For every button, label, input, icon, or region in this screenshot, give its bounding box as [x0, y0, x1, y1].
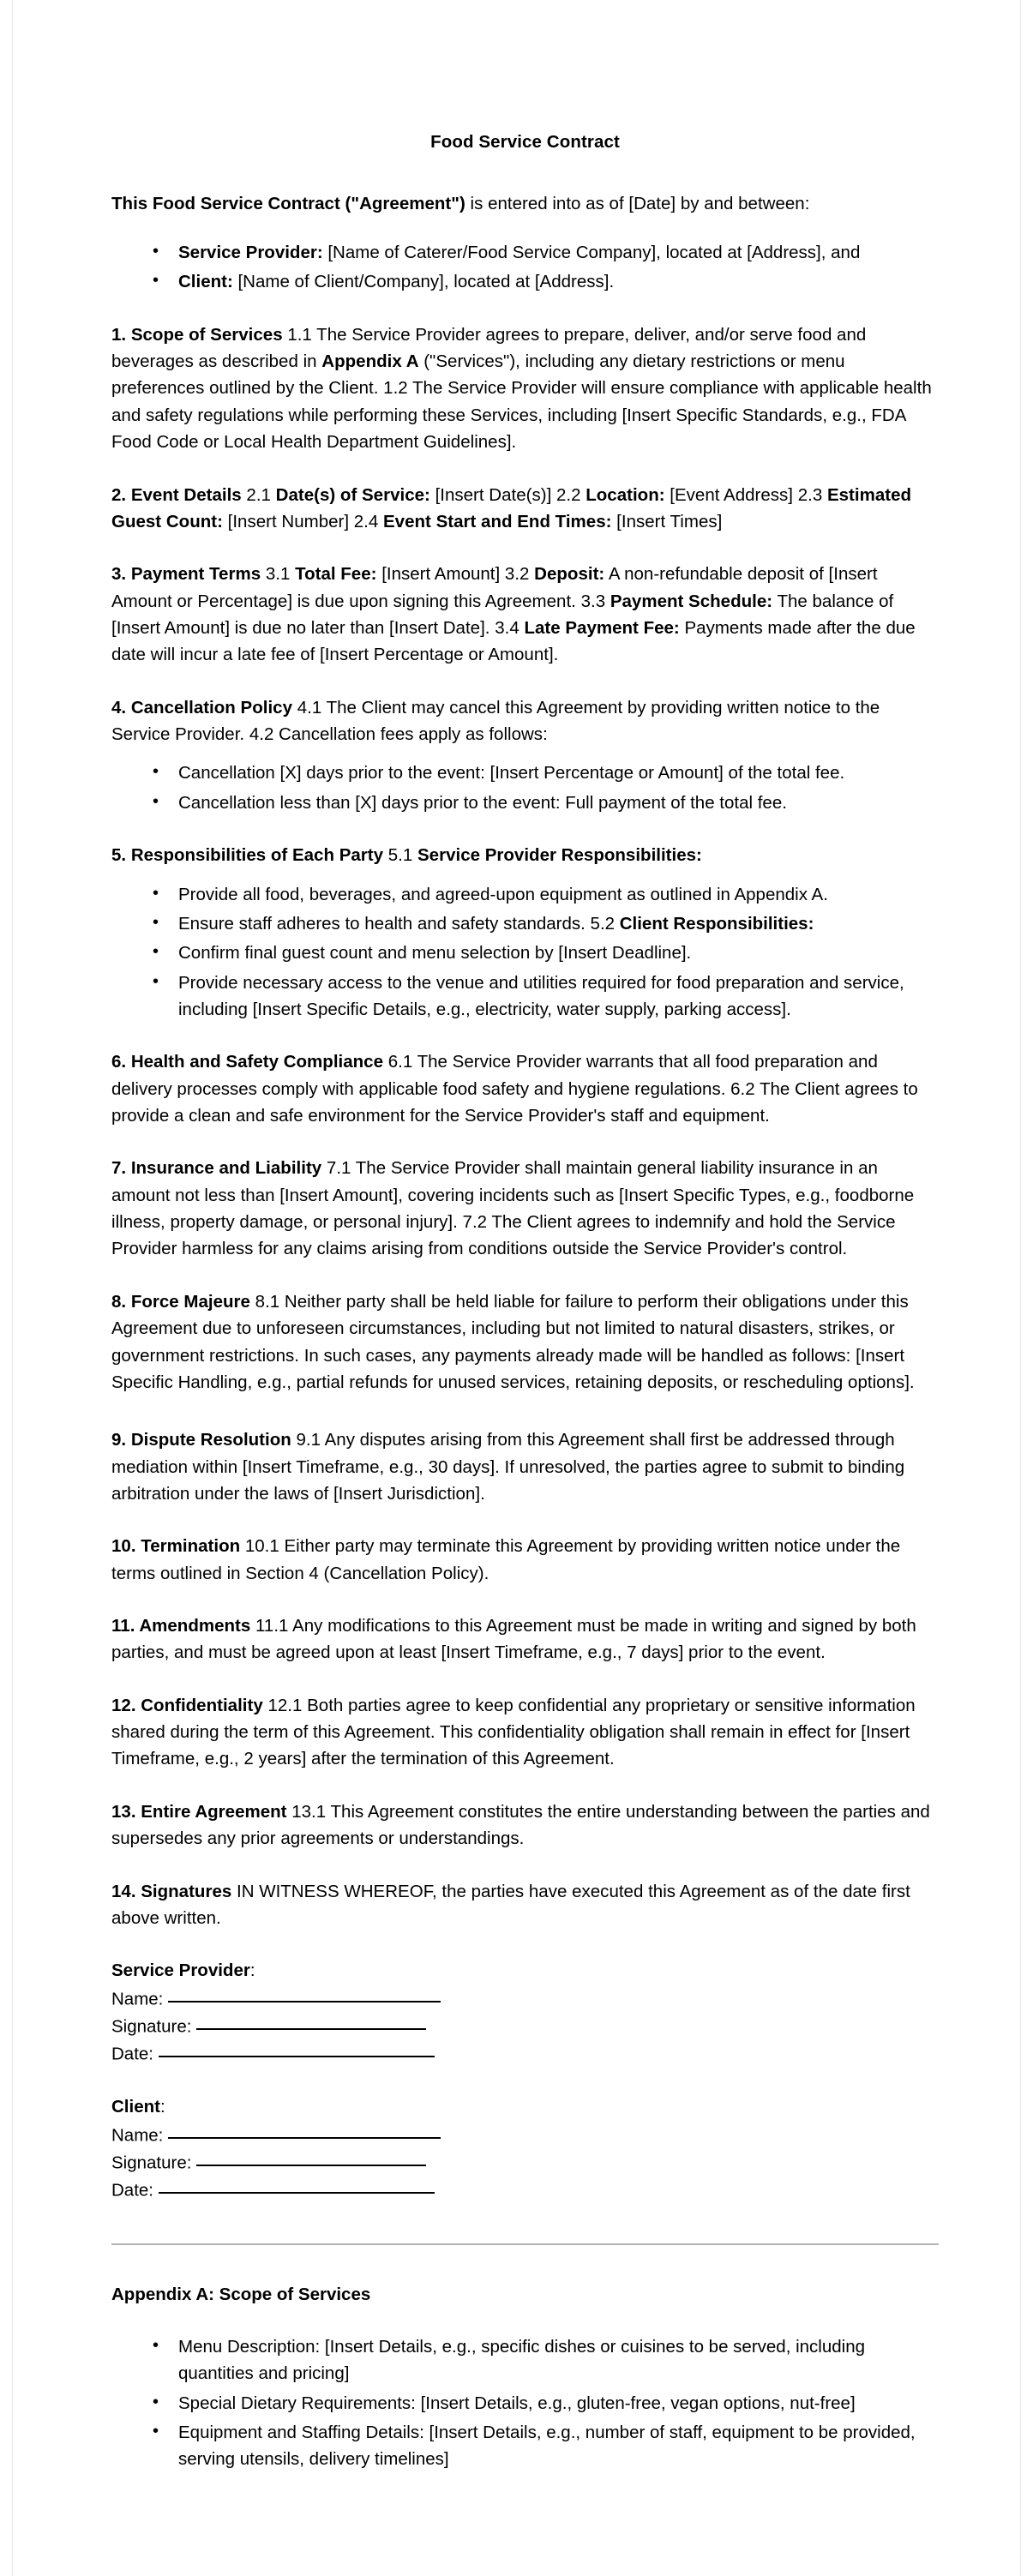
- list-item: • Provide all food, beverages, and agreed-upon equipment as outlined in Appendix A.: [178, 881, 939, 908]
- section-text: 2.1: [241, 484, 276, 505]
- section-responsibilities: [111, 842, 939, 868]
- signature-input-line[interactable]: [159, 2040, 435, 2057]
- section-insurance-and-liability: [111, 1155, 939, 1262]
- list-item: • Cancellation [X] days prior to the event: [Insert Percentage or Amount] of the total fee.: [178, 760, 939, 786]
- list-item-text: Ensure staff adheres to health and safety standards. 5.2: [178, 913, 620, 934]
- section-force-majeure: [111, 1288, 939, 1396]
- signature-field-label: Date:: [111, 2044, 153, 2064]
- field-label-deposit: Deposit:: [534, 564, 605, 585]
- section-heading: 13. Entire Agreement: [111, 1801, 287, 1822]
- section-text: 8.1 Neither party shall be held liable for failure to perform their obligations under this Agreement due to unforeseen circumstances, including but not limited to natural disasters, strikes, or government restrictions. In such cases, any payments already made will be handled as follows: [Insert Specific Handling, e.g., partial refunds for unused services, retaining deposits, or rescheduling options].: [111, 1291, 915, 1392]
- section-heading: 12. Confidentiality: [111, 1695, 263, 1715]
- list-item: • Cancellation less than [X] days prior to the event: Full payment of the total fee.: [178, 790, 939, 816]
- field-value-guest-count: [Insert Number] 2.4: [222, 511, 383, 531]
- field-value-deposit: A non-refundable deposit of [Insert Amount or Percentage] is due upon signing this Agreement. 3.3: [111, 564, 878, 611]
- signature-party-heading: [111, 1957, 939, 1984]
- appendix-title: Appendix A: Scope of Services: [111, 2285, 371, 2305]
- signature-party-colon: :: [249, 1961, 255, 1981]
- list-item: [178, 910, 939, 937]
- cancellation-fees-list: [111, 760, 939, 816]
- section-payment-terms: [111, 561, 939, 668]
- party-text: [Name of Client/Company], located at [Address].: [232, 272, 615, 292]
- section-heading: 10. Termination: [111, 1536, 241, 1557]
- section-signatures: [111, 1878, 939, 1932]
- signature-field-label: Signature:: [111, 2153, 192, 2173]
- section-health-and-safety: [111, 1048, 939, 1129]
- section-dispute-resolution: [111, 1426, 939, 1507]
- section-heading: 7. Insurance and Liability: [111, 1158, 322, 1179]
- signature-block-service-provider: [111, 1957, 939, 2068]
- signature-field-signature: [111, 2013, 939, 2040]
- party-label: Client:: [178, 272, 233, 292]
- section-entire-agreement: [111, 1798, 939, 1852]
- signature-field-label: Signature:: [111, 2016, 192, 2037]
- parties-list: [111, 239, 939, 296]
- section-text: 7.1 The Service Provider shall maintain general liability insurance in an amount not less than [Insert Amount], covering incidents such as [Insert Specific Types, e.g., foodborne illness, property damage, or personal injury]. 7.2 The Client agrees to indemnify and hold the Service Provider harmless for any claims arising from conditions outside the Service Provider's control.: [111, 1158, 915, 1259]
- list-item: [178, 268, 939, 295]
- signature-input-line[interactable]: [196, 2149, 426, 2166]
- section-text: 9.1 Any disputes arising from this Agreement shall first be addressed through mediation within [Insert Timeframe, e.g., 30 days]. If unresolved, the parties agree to submit to binding arbitration under the laws of [Insert Jurisdiction].: [111, 1430, 905, 1504]
- signature-input-line[interactable]: [168, 2122, 441, 2139]
- intro-rest: is entered into as of [Date] by and between:: [465, 193, 810, 213]
- field-value-dates-of-service: [Insert Date(s)] 2.2: [429, 484, 586, 505]
- list-item: [178, 239, 939, 266]
- section-text: 5.1: [383, 845, 417, 866]
- field-value-event-times: [Insert Times]: [611, 511, 723, 531]
- section-scope-of-services: [111, 321, 939, 456]
- list-item: • Special Dietary Requirements: [Insert Details, e.g., gluten-free, vegan options, nut-free]: [178, 2390, 939, 2417]
- signature-field-label: Date:: [111, 2180, 153, 2201]
- section-text: 10.1 Either party may terminate this Agreement by providing written notice under the terms outlined in Section 4 (Cancellation Policy).: [111, 1536, 901, 1583]
- section-text: 4.1 The Client may cancel this Agreement by providing written notice to the Service Provider. 4.2 Cancellation fees apply as follows:: [111, 697, 880, 745]
- section-heading: 11. Amendments: [111, 1616, 251, 1636]
- signature-input-line[interactable]: [196, 2013, 426, 2030]
- appendix-scope-list: [111, 2333, 939, 2473]
- list-item: • Equipment and Staffing Details: [Insert Details, e.g., number of staff, equipment to be provided, serving utensils, delivery timelines]: [178, 2419, 939, 2473]
- field-label-location: Location:: [586, 484, 665, 505]
- section-text: IN WITNESS WHEREOF, the parties have executed this Agreement as of the date first above written.: [111, 1881, 910, 1928]
- field-label-total-fee: Total Fee:: [295, 564, 377, 585]
- section-text: 11.1 Any modifications to this Agreement must be made in writing and signed by both parties, and must be agreed upon at least [Insert Timeframe, e.g., 7 days] prior to the event.: [111, 1616, 916, 1663]
- signature-field-label: Name:: [111, 2125, 164, 2145]
- field-label-guest-count: Estimated Guest Count:: [111, 484, 912, 531]
- section-inline-bold: Appendix A: [321, 351, 419, 372]
- list-item: • Confirm final guest count and menu selection by [Insert Deadline].: [178, 940, 939, 966]
- section-heading: 8. Force Majeure: [111, 1291, 250, 1312]
- party-text: [Name of Caterer/Food Service Company], located at [Address], and: [322, 243, 861, 263]
- section-heading: 14. Signatures: [111, 1881, 232, 1901]
- intro-paragraph: [111, 190, 939, 217]
- signature-field-label: Name:: [111, 1989, 164, 2009]
- section-heading: 1. Scope of Services: [111, 324, 283, 345]
- section-heading: 2. Event Details: [111, 484, 242, 505]
- field-label-payment-schedule: Payment Schedule:: [610, 591, 773, 611]
- intro-bold-lead: This Food Service Contract ("Agreement"): [111, 193, 465, 213]
- section-heading: 5. Responsibilities of Each Party: [111, 845, 384, 866]
- signature-block-client: [111, 2093, 939, 2204]
- signature-field-signature: [111, 2149, 939, 2177]
- signature-field-date: [111, 2177, 939, 2204]
- signature-field-name: [111, 1985, 939, 2013]
- field-value-payment-schedule: The balance of [Insert Amount] is due no later than [Insert Date]. 3.4: [111, 591, 894, 638]
- section-event-details: [111, 482, 939, 536]
- signature-input-line[interactable]: [159, 2177, 435, 2194]
- signature-party-colon: :: [159, 2097, 165, 2117]
- field-value-total-fee: [Insert Amount] 3.2: [376, 564, 535, 585]
- section-termination: [111, 1533, 939, 1587]
- section-text: 6.1 The Service Provider warrants that all food preparation and delivery processes comply with applicable food safety and hygiene regulations. 6.2 The Client agrees to provide a clean and safe environment for the Service Provider's staff and equipment.: [111, 1052, 918, 1126]
- signature-field-name: [111, 2122, 939, 2149]
- subheading-client-responsibilities: Client Responsibilities:: [619, 913, 814, 934]
- section-divider: [111, 2243, 939, 2245]
- signature-party-name: Service Provider: [111, 1961, 250, 1981]
- section-text: 1.1 The Service Provider agrees to prepare, deliver, and/or serve food and beverages as described in: [111, 324, 867, 372]
- list-item: • Provide necessary access to the venue and utilities required for food preparation and service, including [Insert Specific Details, e.g., electricity, water supply, parking access].: [178, 970, 939, 1024]
- signature-input-line[interactable]: [168, 1985, 441, 2003]
- subheading-service-provider-responsibilities: Service Provider Responsibilities:: [417, 845, 702, 866]
- signature-field-date: [111, 2040, 939, 2068]
- section-cancellation-policy: [111, 694, 939, 748]
- signature-party-name: Client: [111, 2097, 160, 2117]
- section-text: 12.1 Both parties agree to keep confidential any proprietary or sensitive information shared during the term of this Agreement. This confidentiality obligation shall remain in effect for [Insert Timeframe, e.g., 2 years] after the termination of this Agreement.: [111, 1695, 916, 1769]
- list-item: • Menu Description: [Insert Details, e.g., specific dishes or cuisines to be served, including quantities and pricing]: [178, 2333, 939, 2387]
- signature-party-heading: [111, 2093, 939, 2120]
- page-title: Food Service Contract: [430, 132, 620, 152]
- responsibilities-list: [111, 881, 939, 1024]
- party-label: Service Provider:: [178, 243, 323, 263]
- section-heading: 4. Cancellation Policy: [111, 697, 292, 718]
- section-text: 3.1: [261, 564, 296, 585]
- field-label-event-times: Event Start and End Times:: [383, 511, 612, 531]
- field-label-late-payment-fee: Late Payment Fee:: [524, 617, 680, 638]
- section-confidentiality: [111, 1692, 939, 1773]
- section-heading: 9. Dispute Resolution: [111, 1430, 291, 1450]
- section-heading: 3. Payment Terms: [111, 564, 261, 585]
- field-label-dates-of-service: Date(s) of Service:: [275, 484, 430, 505]
- section-amendments: [111, 1612, 939, 1666]
- section-text-continued: ("Services"), including any dietary restrictions or menu preferences outlined by the Client. 1.2 The Service Provider will ensure compliance with applicable health and safety regulations while performing these Services, including [Insert Specific Standards, e.g., FDA Food Code or Local Health Department Guidelines].: [111, 351, 932, 453]
- field-value-late-payment-fee: Payments made after the due date will incur a late fee of [Insert Percentage or Amount].: [111, 617, 916, 665]
- section-text: 13.1 This Agreement constitutes the entire understanding between the parties and supersedes any prior agreements or understandings.: [111, 1801, 930, 1849]
- field-value-location: [Event Address] 2.3: [664, 484, 827, 505]
- section-heading: 6. Health and Safety Compliance: [111, 1052, 384, 1072]
